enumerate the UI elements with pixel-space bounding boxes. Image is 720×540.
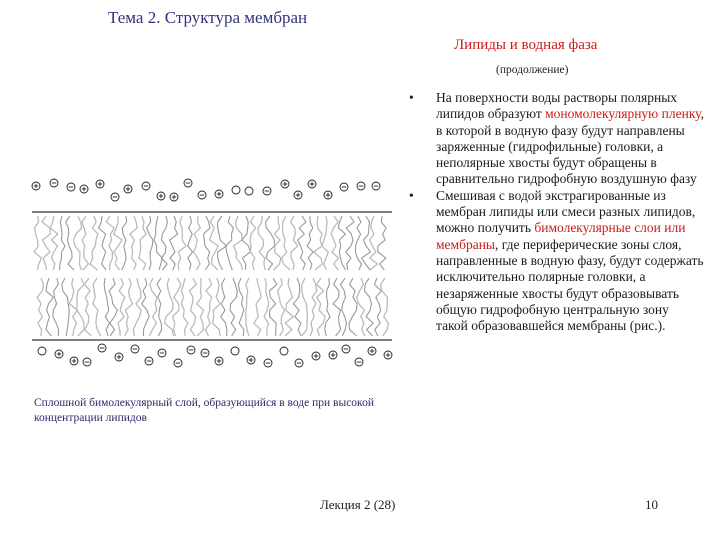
highlight-monolayer: мономолекулярную пленку [545, 106, 701, 122]
lipid-tail [46, 278, 54, 336]
lipid-tail [293, 278, 301, 336]
figure-caption: Сплошной бимолекулярный слой, образующийся в воде при высокой концентрации липидов [34, 397, 374, 424]
bullet-marker: • [409, 187, 414, 203]
bullet-marker: • [409, 90, 414, 105]
lipid-tail [341, 278, 347, 336]
lipid-tail [197, 278, 204, 336]
lipid-tail [133, 278, 141, 336]
lipid-tail [205, 278, 211, 336]
lipid-tail [42, 216, 50, 270]
lipid-tail [37, 278, 43, 336]
lipid-tail [258, 216, 265, 270]
bullet-text-start: Смешивая с водой экстрагированные из мембран липиды или смеси разных липидов, можно получить [436, 187, 696, 236]
lipid-bilayer-diagram [28, 170, 398, 370]
lipid-tail [74, 216, 82, 270]
lipid-tail [302, 278, 308, 336]
bullet-item-monolayer [404, 90, 704, 188]
lipid-tail [69, 278, 77, 336]
lipid-tail [322, 216, 329, 270]
lipid-tail [85, 278, 92, 336]
lipid-tail [154, 216, 162, 270]
lipid-tail [213, 278, 221, 336]
lipid-tail [109, 278, 117, 336]
lipid-tail [254, 278, 261, 336]
lipid-tail [325, 278, 330, 336]
lipid-tail [234, 216, 243, 270]
lipid-tail [210, 216, 219, 270]
slide-title: Липиды и водная фаза [454, 37, 598, 53]
lipid-tail [188, 216, 193, 270]
lipid-tail [370, 216, 378, 270]
lipid-tail [218, 216, 227, 270]
lipid-tail [282, 216, 291, 270]
lipid-tail [221, 278, 227, 336]
lipid-tail [291, 216, 298, 270]
lipid-tail [238, 278, 243, 336]
bullet-text-start: На поверхности воды растворы полярных липидов образуют [436, 90, 678, 122]
lipid-tail [93, 278, 101, 336]
lipid-tail [82, 216, 89, 270]
lipid-tail [230, 278, 237, 336]
highlight-bilayer: бимолекулярные слои или мембраны [436, 220, 686, 252]
lipid-tail [77, 278, 84, 336]
lipid-tail [157, 278, 162, 336]
bilayer-svg [28, 170, 398, 370]
polar-head [232, 186, 240, 194]
lipid-tail [338, 216, 345, 270]
lipid-tail [165, 278, 174, 336]
lipid-tail [178, 216, 186, 270]
bullet-item-bilayer [404, 188, 704, 335]
lipid-tail [333, 278, 341, 336]
lipid-tail [381, 278, 389, 336]
lipid-tail [349, 278, 357, 336]
lipid-tail [62, 278, 69, 336]
lipid-tail [204, 216, 210, 270]
lipid-tail [130, 216, 137, 270]
bullet-text-end: , где периферические зоны слоя, направленные в водную фазу, будут содержать исключительно полярные головки, а незаряженные хвосты будут образовывать общую гидрофобную центральную зону такой образовавшейся мембраны (рис.). [436, 236, 704, 334]
bullet-text-end: , в которой в водную фазу будут направлены заряженные (гидрофильные) головки, а неполярные хвосты будут обращены в сравнительно гидрофобную воздушную фазу [436, 106, 704, 187]
polar-head [231, 347, 239, 355]
lipid-tail [317, 278, 326, 336]
lipid-tail [278, 278, 285, 336]
lipid-tail [266, 216, 275, 270]
lipid-tail [298, 216, 306, 270]
lipid-tail [194, 216, 201, 270]
lipid-tail [331, 216, 338, 270]
lipid-tail [125, 278, 133, 336]
lipid-tail [378, 216, 386, 270]
lipid-tail [66, 216, 74, 270]
lipid-tail [147, 216, 153, 270]
lipid-tail [118, 278, 125, 336]
lipid-tail [162, 216, 168, 270]
lipid-tail [365, 278, 374, 336]
lipid-tail [346, 216, 354, 270]
lipid-tail [60, 216, 65, 270]
lipid-tail [226, 216, 234, 270]
lipid-tail [362, 216, 371, 270]
lipid-tail [246, 278, 249, 336]
continuation-note: (продолжение) [496, 64, 569, 76]
lipid-tail [173, 278, 181, 336]
lipid-tail [264, 278, 269, 336]
bullet-list [404, 90, 704, 334]
lipid-tail [122, 216, 127, 270]
lipid-tail [181, 278, 188, 336]
polar-head [245, 187, 253, 195]
lipid-tail [99, 216, 107, 270]
lipid-tail [357, 278, 365, 336]
lipid-tail [90, 216, 98, 270]
lipid-tail [139, 216, 146, 270]
lipid-tail [310, 278, 317, 336]
lipid-tail [190, 278, 197, 336]
lipid-tail [242, 216, 251, 270]
lipid-tail [149, 278, 157, 336]
page-number: 10 [645, 497, 658, 512]
lipid-tail [314, 216, 323, 270]
lipid-tail [53, 278, 59, 336]
lipid-tail [374, 278, 381, 336]
footer-lecture: Лекция 2 (28) [320, 497, 396, 512]
lipid-tail [34, 216, 41, 270]
lipid-tail [50, 216, 58, 270]
lipid-tail [285, 278, 293, 336]
lipid-tail [250, 216, 256, 270]
lipid-tail [142, 278, 150, 336]
lipid-tail [170, 216, 178, 270]
lipid-tail [114, 216, 122, 270]
lipid-tail [307, 216, 313, 270]
polar-head [38, 347, 46, 355]
lipid-tail [269, 278, 276, 336]
polar-head [280, 347, 288, 355]
lipid-tail [104, 278, 109, 336]
lipid-tail [356, 216, 362, 270]
lipid-tail [106, 216, 114, 270]
topic-header: Тема 2. Структура мембран [108, 8, 308, 27]
